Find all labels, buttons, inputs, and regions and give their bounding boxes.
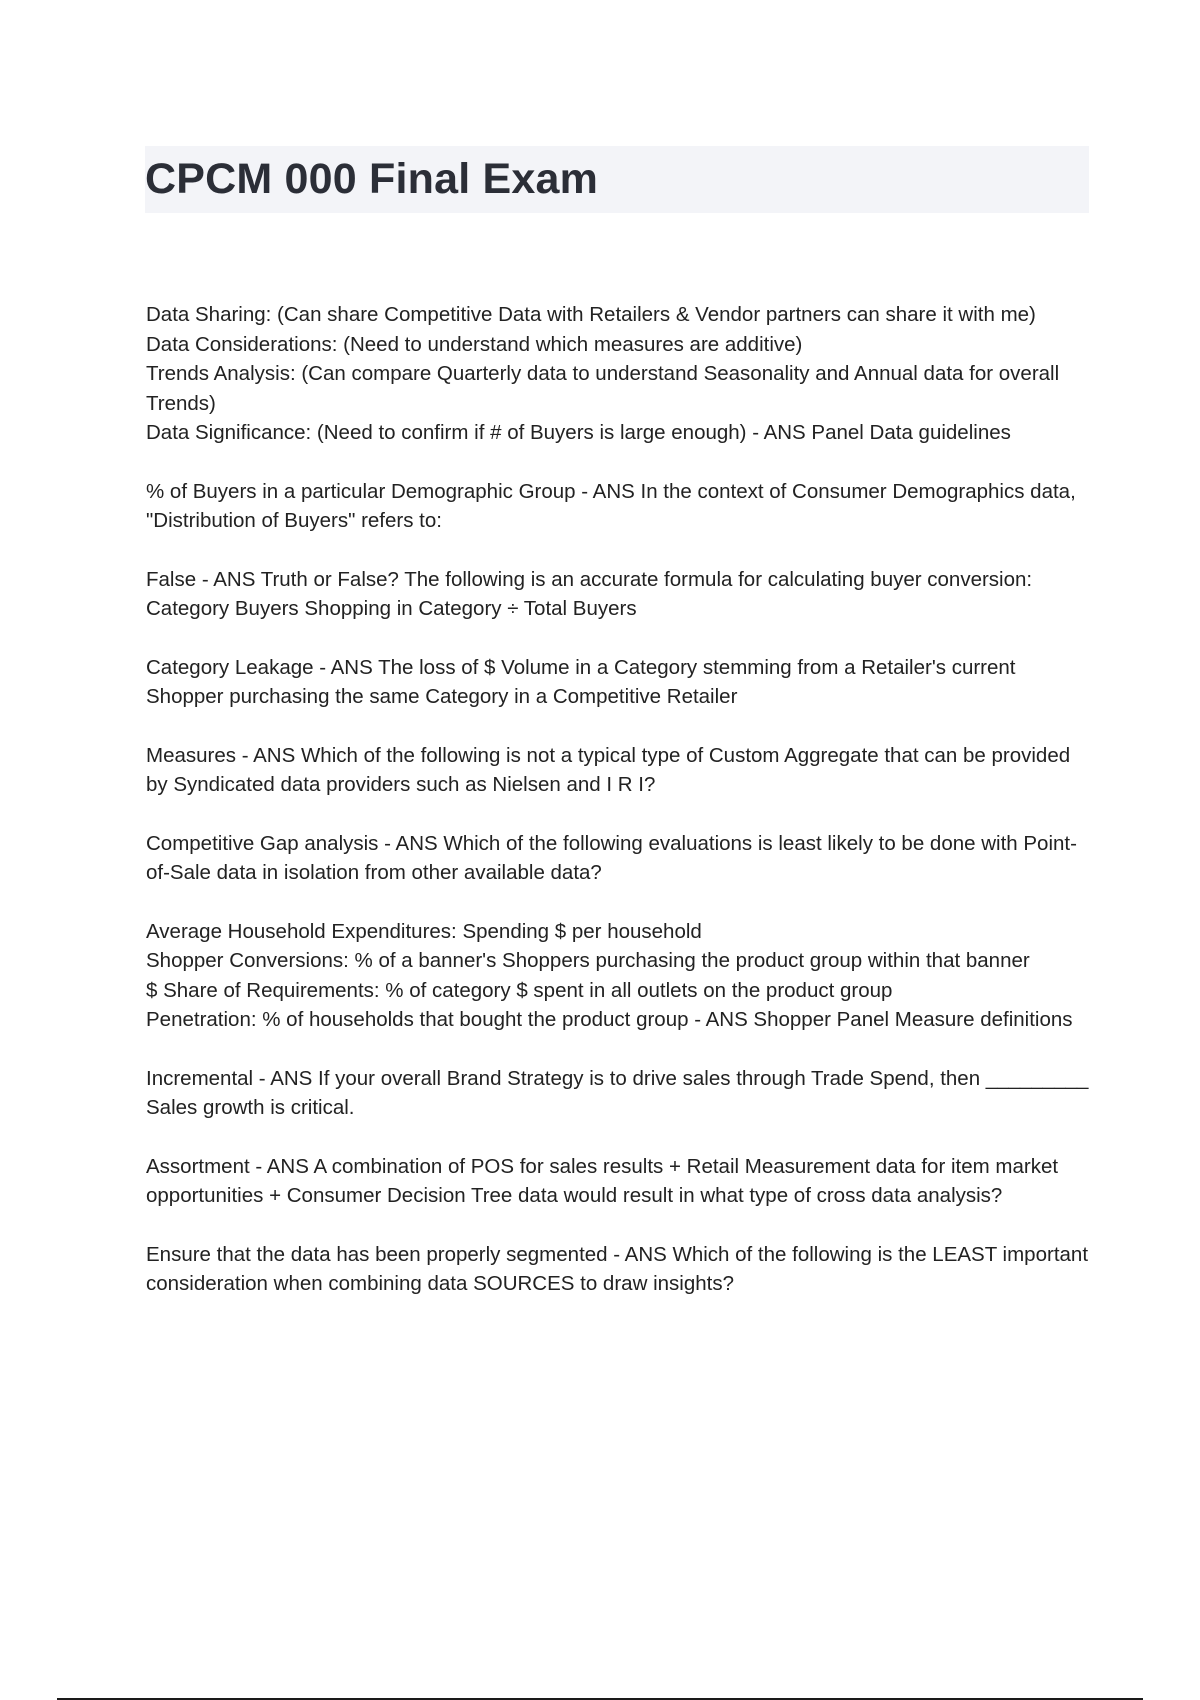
document-body (146, 300, 1096, 1328)
qa-block (146, 741, 1096, 800)
text-line: Data Significance: (Need to confirm if # of Buyers is large enough) - ANS Panel Data guidelines (146, 421, 1011, 444)
text-line: $ Share of Requirements: % of category $ spent in all outlets on the product group (146, 978, 893, 1002)
text-line: Average Household Expenditures: Spending $ per household (146, 919, 702, 943)
text-line: False - ANS Truth or False? The following is an accurate formula for calculating buyer conversion: Category Buyers Shopping in Category ÷ Total Buyers (146, 567, 1033, 620)
qa-block (146, 565, 1096, 624)
qa-block (146, 1152, 1096, 1211)
qa-block (146, 1240, 1096, 1299)
qa-block (146, 300, 1096, 448)
text-line: Measures - ANS Which of the following is not a typical type of Custom Aggregate that can be provided by Syndicated data providers such as Nielsen and I R I? (146, 743, 1071, 796)
text-line: Shopper Conversions: % of a banner's Shoppers purchasing the product group within that banner (146, 949, 1030, 972)
text-line: % of Buyers in a particular Demographic Group - ANS In the context of Consumer Demographics data, "Distribution of Buyers" refers to: (146, 479, 1076, 532)
qa-block (146, 917, 1096, 1035)
qa-block (146, 477, 1096, 536)
qa-block (146, 653, 1096, 712)
text-line: Penetration: % of households that bought the product group - ANS Shopper Panel Measure definitions (146, 1008, 1073, 1031)
text-line: Competitive Gap analysis - ANS Which of the following evaluations is least likely to be done with Point-of-Sale data in isolation from other available data? (146, 831, 1077, 884)
text-line: Incremental - ANS If your overall Brand Strategy is to drive sales through Trade Spend, then _________ Sales growth is critical. (146, 1066, 1089, 1119)
text-line: Trends Analysis: (Can compare Quarterly data to understand Seasonality and Annual data for overall Trends) (146, 362, 1060, 415)
text-line: Category Leakage - ANS The loss of $ Volume in a Category stemming from a Retailer's current Shopper purchasing the same Category in a Competitive Retailer (146, 655, 1016, 708)
text-line: Ensure that the data has been properly segmented - ANS Which of the following is the LEAST important consideration when combining data SOURCES to draw insights? (146, 1242, 1089, 1295)
qa-block (146, 1064, 1096, 1123)
qa-block (146, 829, 1096, 888)
page-title: CPCM 000 Final Exam (145, 155, 599, 203)
text-line: Data Sharing: (Can share Competitive Data with Retailers & Vendor partners can share it with me) (146, 303, 1036, 326)
text-line: Assortment - ANS A combination of POS for sales results + Retail Measurement data for item market opportunities + Consumer Decision Tree data would result in what type of cross data analysis? (146, 1154, 1059, 1207)
text-line: Data Considerations: (Need to understand which measures are additive) (146, 332, 803, 356)
